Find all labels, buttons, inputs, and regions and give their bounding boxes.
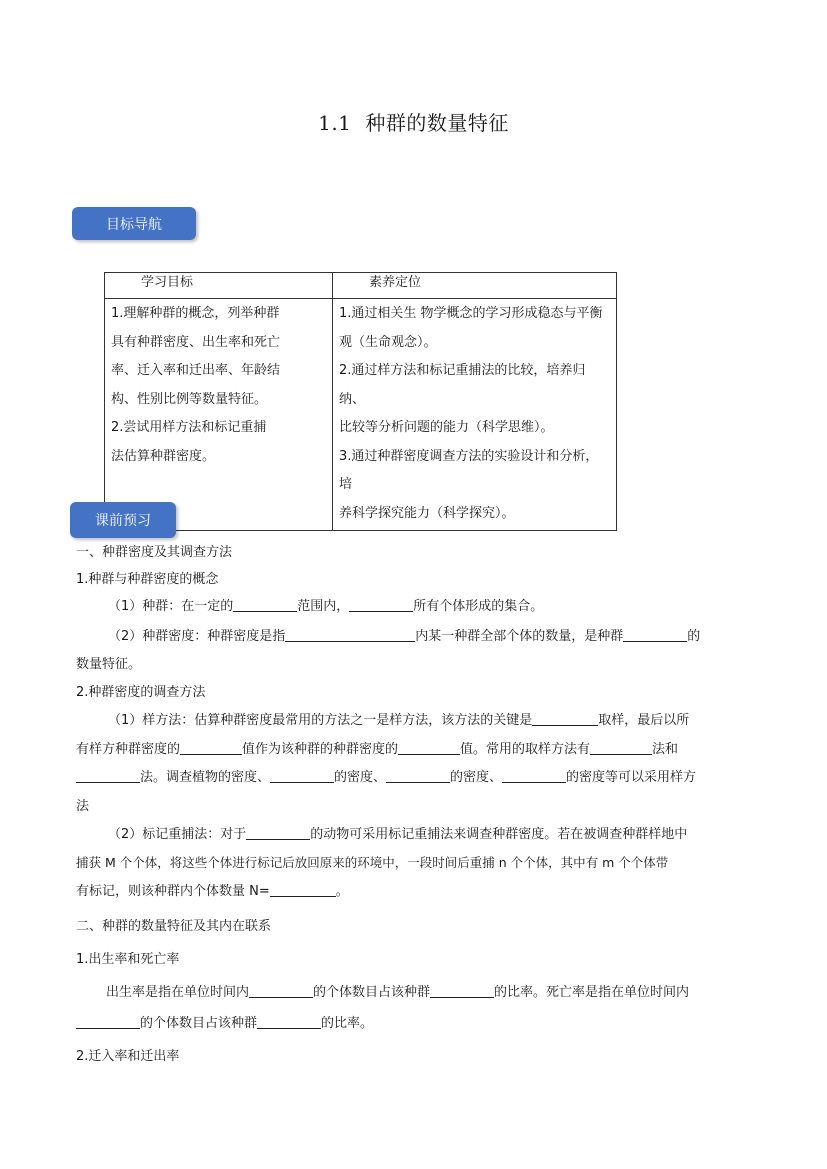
text: 。 (335, 884, 349, 899)
text: 所有个体形成的集合。 (413, 599, 544, 614)
paragraph-line (76, 1014, 756, 1034)
section-heading: 二、种群的数量特征及其内在联系 (76, 919, 272, 934)
fill-blank (76, 768, 140, 783)
text: 内某一种群全部个体的数量，是种群 (415, 629, 624, 644)
paragraph-line (76, 768, 756, 788)
preview-tag: 课前预习 (70, 502, 176, 538)
text: （2）种群密度：种群密度是指 (108, 629, 286, 644)
fill-blank (270, 882, 336, 897)
fill-blank (590, 740, 652, 755)
title-text: 种群的数量特征 (365, 111, 509, 135)
text: （1）样方法：估算种群密度最常用的方法之一是样方法，该方法的关键是 (108, 713, 533, 728)
table-line: 构、性别比例等数量特征。 (111, 391, 268, 407)
table-line: 1.通过相关生 物学概念的学习形成稳态与平衡 (339, 306, 603, 321)
goal-nav-tag: 目标导航 (72, 207, 196, 240)
fill-blank (76, 1014, 140, 1029)
paragraph-line (108, 627, 788, 647)
paragraph-line (106, 983, 786, 1003)
fill-blank (386, 768, 450, 783)
paragraph-line (76, 740, 756, 760)
text: 出生率是指在单位时间内 (106, 985, 250, 1000)
text: 有标记，则该种群内个体数量 N= (76, 884, 270, 899)
paragraph-line (108, 597, 788, 617)
text: （2）标记重捕法：对于 (108, 827, 247, 842)
text: 范围内， (297, 599, 350, 614)
text: 的动物可采用标记重捕法来调查种群密度。若在被调查种群样地中 (310, 827, 688, 842)
text: 的密度、 (450, 770, 503, 785)
learning-goals-cell (105, 299, 333, 531)
sub-heading: 2.种群密度的调查方法 (76, 685, 206, 700)
paragraph-line: 数量特征。 (76, 657, 142, 672)
paragraph-line: 法 (76, 799, 90, 814)
paragraph-line: 捕获 M 个个体，将这些个体进行标记后放回原来的环境中，一段时间后重捕 n 个个体，其中有 m 个个体带 (76, 855, 669, 870)
text: 法和 (652, 742, 679, 757)
text: 法。调查植物的密度、 (140, 770, 271, 785)
table-line: 3.通过种群密度调查方法的实验设计和分析，培 (339, 448, 599, 492)
fill-blank (532, 711, 598, 726)
fill-blank (398, 740, 460, 755)
header-learning-goals: 学习目标 (105, 273, 333, 299)
fill-blank (233, 597, 297, 612)
fill-blank (246, 825, 310, 840)
header-literacy: 素养定位 (333, 273, 617, 299)
text: （1）种群：在一定的 (108, 599, 234, 614)
sub-heading: 1.种群与种群密度的概念 (76, 572, 219, 587)
paragraph-line (108, 711, 788, 731)
text: 的比率。死亡率是指在单位时间内 (494, 985, 690, 1000)
section-heading: 一、种群密度及其调查方法 (76, 545, 233, 560)
text: 的密度、 (334, 770, 387, 785)
text: 的个体数目占该种群 (313, 985, 431, 1000)
table-line: 法估算种群密度。 (111, 448, 216, 464)
table-line: 比较等分析问题的能力（科学思维）。 (339, 420, 554, 435)
goal-table (104, 272, 617, 531)
table-line: 养科学探究能力（科学探究）。 (339, 505, 515, 521)
sub-heading: 1.出生率和死亡率 (76, 952, 180, 967)
table-line: 率、迁入率和迁出率、年龄结 (111, 363, 281, 378)
text: 有样方种群密度的 (76, 742, 181, 757)
table-line: 观（生命观念）。 (339, 334, 437, 350)
fill-blank (180, 740, 242, 755)
table-header-row (105, 273, 617, 299)
table-row (105, 299, 617, 531)
text: 的个体数目占该种群 (140, 1016, 258, 1031)
fill-blank (249, 983, 313, 998)
table-line: 2.尝试用样方法和标记重捕 (111, 420, 267, 435)
fill-blank (257, 1014, 321, 1029)
title-number: 1.1 (318, 111, 352, 135)
sub-heading: 2.迁入率和迁出率 (76, 1049, 180, 1064)
table-line: 2.通过样方法和标记重捕法的比较，培养归纳、 (339, 363, 586, 407)
text: 值。常用的取样方法有 (460, 742, 591, 757)
literacy-cell (333, 299, 617, 531)
text: 的比率。 (321, 1016, 374, 1031)
text: 的密度等可以采用样方 (566, 770, 697, 785)
text: 的 (687, 629, 701, 644)
table-line: 1.理解种群的概念，列举种群 (111, 306, 280, 321)
fill-blank (623, 627, 687, 642)
fill-blank (270, 768, 334, 783)
page-title (0, 107, 827, 136)
paragraph-line (76, 882, 756, 902)
fill-blank (349, 597, 413, 612)
text: 取样，最后以所 (598, 713, 690, 728)
text: 值作为该种群的种群密度的 (242, 742, 399, 757)
paragraph-line (108, 825, 788, 845)
fill-blank (285, 627, 415, 642)
fill-blank (430, 983, 494, 998)
fill-blank (502, 768, 566, 783)
table-line: 具有种群密度、出生率和死亡 (111, 334, 281, 350)
